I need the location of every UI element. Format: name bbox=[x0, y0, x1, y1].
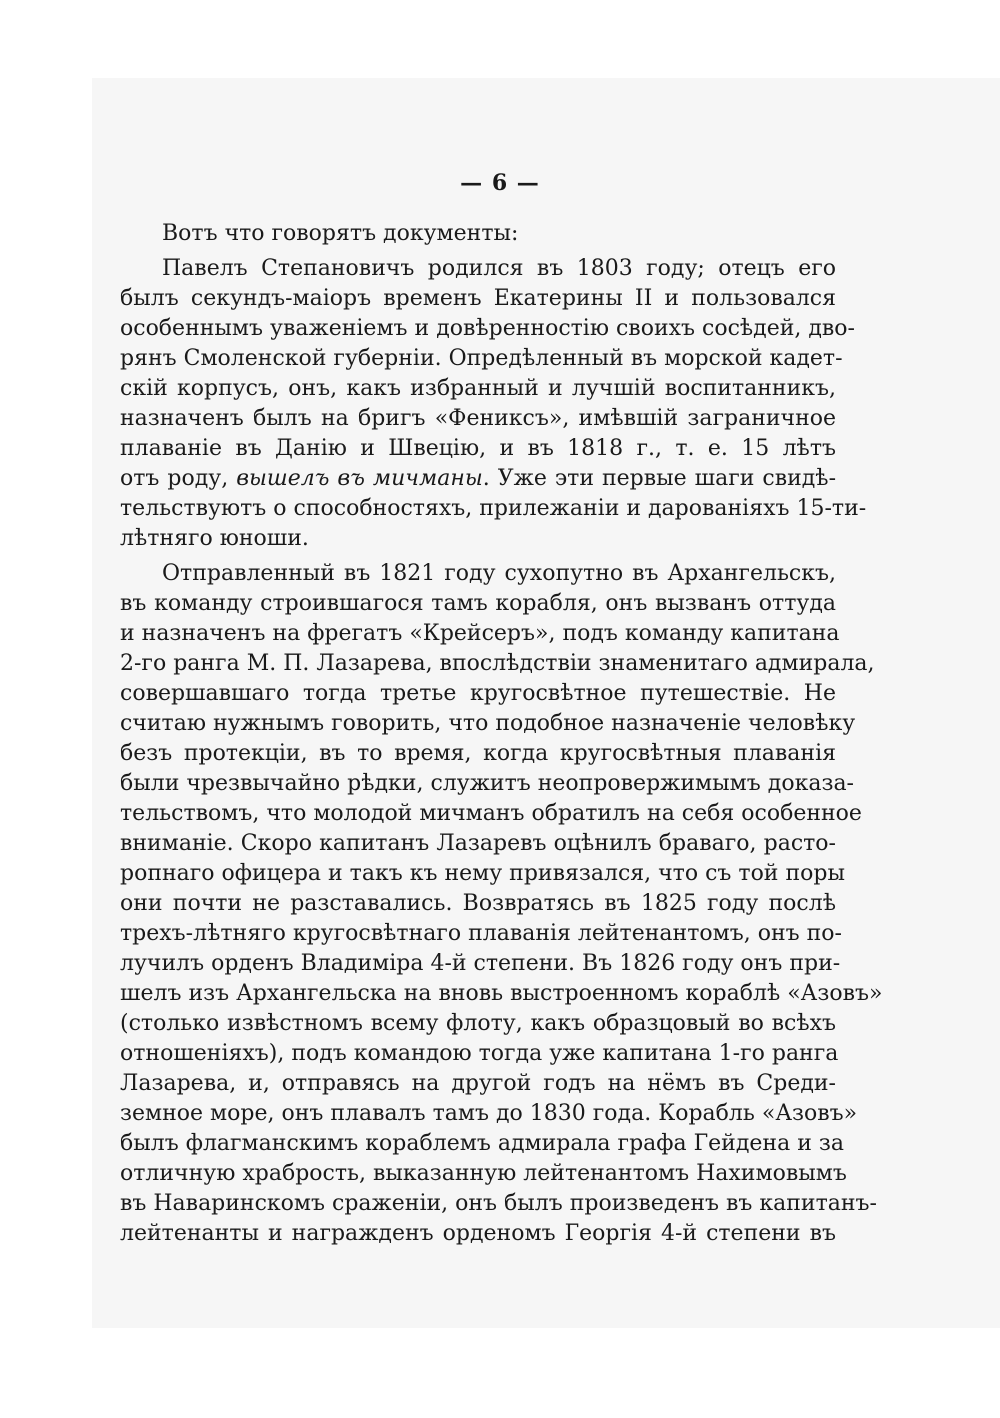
text-line: лейтенанты и награжденъ орденомъ Георгія 4-й степени въ bbox=[120, 1221, 836, 1246]
text-line: рянъ Смоленской губерніи. Опредѣленный въ морской кадет- bbox=[120, 346, 843, 371]
text-segment: . Уже эти первые шаги свидѣ- bbox=[482, 466, 837, 491]
text-line: и назначенъ на фрегатъ «Крейсеръ», подъ команду капитана bbox=[120, 621, 840, 646]
text-line: былъ флагманскимъ кораблемъ адмирала графа Гейдена и за bbox=[120, 1131, 844, 1156]
italic-phrase: вышелъ въ мичманы bbox=[236, 466, 483, 491]
text-line: трехъ-лѣтняго кругосвѣтнаго плаванія лейтенантомъ, онъ по- bbox=[120, 921, 842, 946]
text-line: Лазарева, и, отправясь на другой годъ на нёмъ въ Среди- bbox=[120, 1071, 836, 1096]
text-line: (столько извѣстномъ всему флоту, какъ образцовый во всѣхъ bbox=[120, 1011, 836, 1036]
text-line: совершавшаго тогда третье кругосвѣтное путешествіе. Не bbox=[120, 681, 836, 706]
text-line-with-italic bbox=[120, 464, 836, 494]
text-line: 2-го ранга М. П. Лазарева, впослѣдствіи знаменитаго адмирала, bbox=[120, 651, 875, 676]
page-number: — 6 — bbox=[460, 170, 540, 196]
text-line: плаваніе въ Данію и Швецію, и въ 1818 г., т. е. 15 лѣтъ bbox=[120, 436, 836, 461]
text-line: тельствомъ, что молодой мичманъ обратилъ на себя особенное bbox=[120, 801, 862, 826]
text-line: вниманіе. Скоро капитанъ Лазаревъ оцѣнилъ браваго, расто- bbox=[120, 831, 836, 856]
text-line: шелъ изъ Архангельска на вновь выстроенномъ кораблѣ «Азовъ» bbox=[120, 981, 883, 1006]
text-line: въ команду строившагося тамъ корабля, онъ вызванъ оттуда bbox=[120, 591, 836, 616]
text-line: особеннымъ уваженіемъ и довѣренностію своихъ сосѣдей, дво- bbox=[120, 316, 855, 341]
text-line: назначенъ былъ на бригъ «Фениксъ», имѣвшій заграничное bbox=[120, 406, 836, 431]
text-line: Павелъ Степановичъ родился въ 1803 году; отецъ его bbox=[162, 256, 836, 281]
text-line: лѣтняго юноши. bbox=[120, 526, 309, 551]
text-line: былъ секундъ-маіоръ временъ Екатерины II и пользовался bbox=[120, 286, 836, 311]
text-line: въ Наваринскомъ сраженіи, онъ былъ произведенъ въ капитанъ- bbox=[120, 1191, 877, 1216]
text-line: считаю нужнымъ говорить, что подобное назначеніе человѣку bbox=[120, 711, 856, 736]
text-line: тельствуютъ о способностяхъ, прилежаніи и дарованіяхъ 15-ти- bbox=[120, 496, 867, 521]
text-line: безъ протекціи, въ то время, когда кругосвѣтныя плаванія bbox=[120, 741, 836, 766]
text-line: отношеніяхъ), подъ командою тогда уже капитана 1-го ранга bbox=[120, 1041, 839, 1066]
text-line: ропнаго офицера и такъ къ нему привязался, что съ той поры bbox=[120, 861, 845, 886]
text-segment: отъ роду, bbox=[120, 466, 229, 491]
text-line: Вотъ что говорятъ документы: bbox=[162, 221, 519, 246]
text-line: Отправленный въ 1821 году сухопутно въ Архангельскъ, bbox=[162, 561, 836, 586]
text-line: отличную храбрость, выказанную лейтенантомъ Нахимовымъ bbox=[120, 1161, 847, 1186]
text-line: земное море, онъ плавалъ тамъ до 1830 года. Корабль «Азовъ» bbox=[120, 1101, 858, 1126]
text-line: были чрезвычайно рѣдки, служитъ неопровержимымъ доказа- bbox=[120, 771, 854, 796]
text-line: лучилъ орденъ Владиміра 4-й степени. Въ 1826 году онъ при- bbox=[120, 951, 841, 976]
text-line: они почти не разставались. Возвратясь въ 1825 году послѣ bbox=[120, 891, 836, 916]
text-line: скій корпусъ, онъ, какъ избранный и лучшій воспитанникъ, bbox=[120, 376, 836, 401]
